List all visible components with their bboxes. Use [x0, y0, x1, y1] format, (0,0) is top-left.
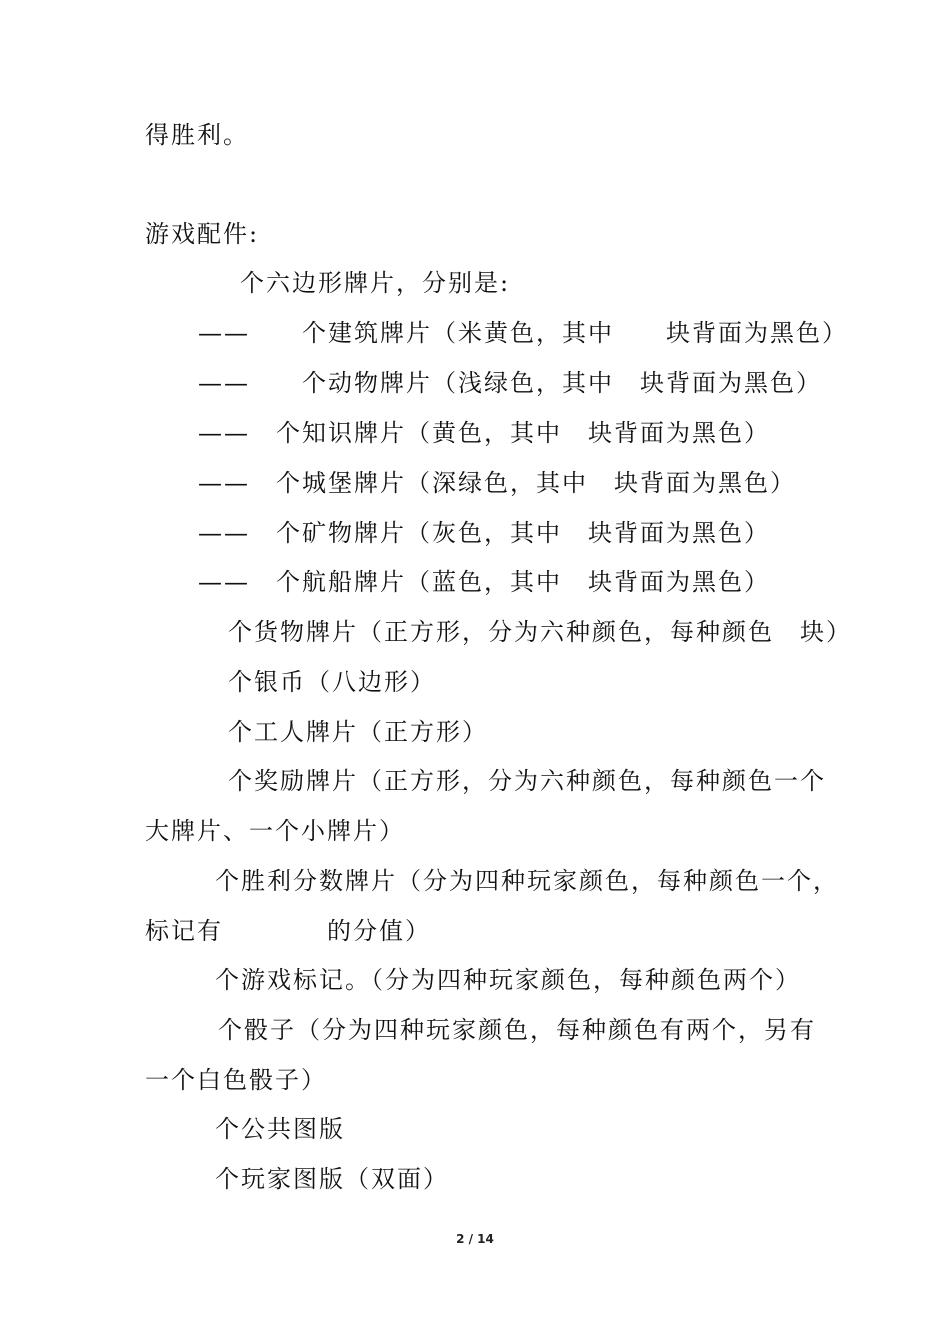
- text-line-dice-cont: 一个白色骰子）: [145, 1066, 327, 1094]
- text-line-victory-point-tiles-cont: 标记有 的分值）: [145, 917, 431, 945]
- list-item-castle-tiles: —— 个城堡牌片（深绿色，其中 块背面为黑色）: [198, 469, 796, 497]
- list-item-ship-tiles: —— 个航船牌片（蓝色，其中 块背面为黑色）: [198, 568, 770, 596]
- text-line-dice: 个骰子（分为四种玩家颜色，每种颜色有两个，另有: [218, 1016, 816, 1044]
- text-line-conclusion: 得胜利。: [145, 121, 249, 149]
- page-number: 2 / 14: [456, 1232, 494, 1246]
- list-item-animal-tiles: —— 个动物牌片（浅绿色，其中 块背面为黑色）: [198, 369, 822, 397]
- text-line-bonus-tiles-cont: 大牌片、一个小牌片）: [145, 817, 405, 845]
- text-line-bonus-tiles: 个奖励牌片（正方形，分为六种颜色，每种颜色一个: [228, 767, 826, 795]
- text-line-public-board: 个公共图版: [215, 1115, 345, 1143]
- list-item-building-tiles: —— 个建筑牌片（米黄色，其中 块背面为黑色）: [198, 319, 848, 347]
- text-line-victory-point-tiles: 个胜利分数牌片（分为四种玩家颜色，每种颜色一个，: [215, 867, 839, 895]
- text-line-player-boards: 个玩家图版（双面）: [215, 1165, 449, 1193]
- text-line-silver-coins: 个银币（八边形）: [228, 668, 436, 696]
- text-line-hex-tiles: 个六边形牌片，分别是:: [240, 269, 511, 297]
- list-item-mine-tiles: —— 个矿物牌片（灰色，其中 块背面为黑色）: [198, 519, 770, 547]
- text-line-goods-tiles: 个货物牌片（正方形，分为六种颜色，每种颜色 块）: [228, 618, 852, 646]
- text-line-game-markers: 个游戏标记。（分为四种玩家颜色，每种颜色两个）: [215, 966, 801, 994]
- text-line-worker-tiles: 个工人牌片（正方形）: [228, 718, 488, 746]
- section-heading-components: 游戏配件:: [145, 220, 260, 248]
- list-item-knowledge-tiles: —— 个知识牌片（黄色，其中 块背面为黑色）: [198, 419, 770, 447]
